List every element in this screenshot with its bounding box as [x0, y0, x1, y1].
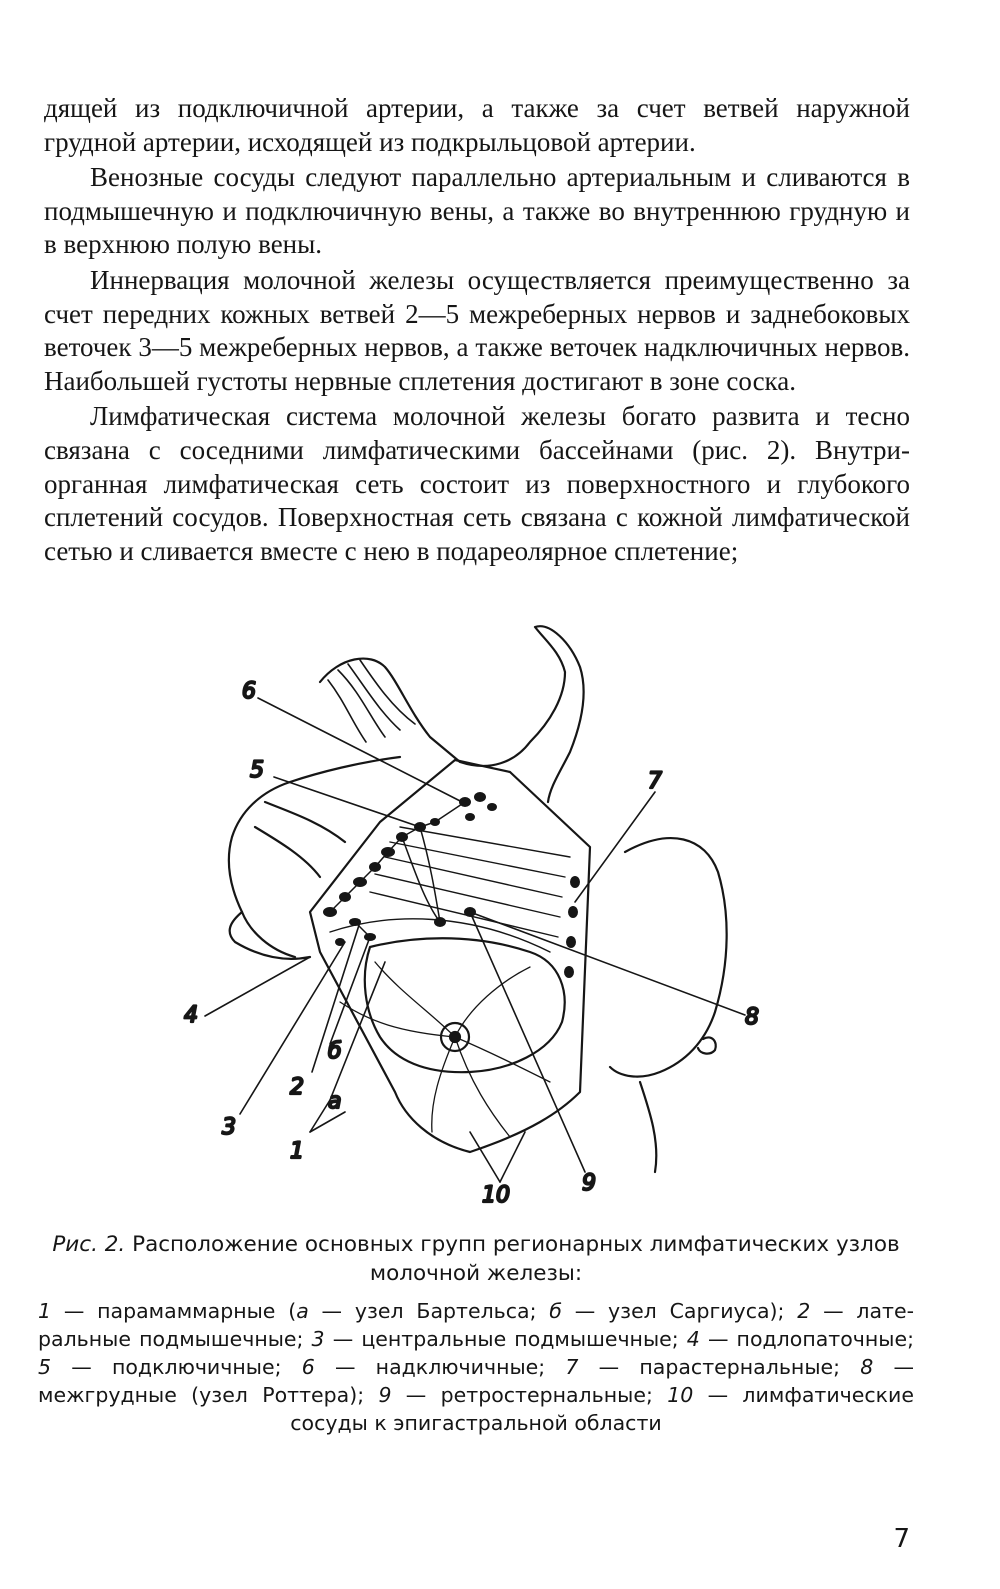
leader-7 — [575, 792, 655, 902]
paragraph-1: дящей из подключичной артерии, а также за счет ветвей наружной грудной артерии, исходящей из подкрыльцовой артерии. — [44, 93, 910, 157]
hair-strands — [328, 660, 415, 742]
legend-num-b: б — [549, 1299, 562, 1323]
legend-num-5: 5 — [38, 1355, 52, 1379]
legend-text-1: — парамаммарные ( — [51, 1299, 297, 1323]
legend-num-1: 1 — [38, 1299, 52, 1323]
legend-num-a: а — [296, 1299, 309, 1323]
legend-num-6: 6 — [301, 1355, 315, 1379]
label-5: 5 — [250, 758, 264, 783]
label-6: 6 — [242, 679, 256, 704]
paragraph-4: Лимфатическая система молочной железы богато развита и тесно связана с соседними лимфатическими бассейнами (рис. 2). Внутриорганная лимфатическая сеть состоит из поверхностного и глубокого сплетений сосудов. Поверхностная сеть связана с кожной лимфатической сетью и сливается вместе с нею в подареолярное сплетение; — [44, 401, 910, 566]
left-breast-outline — [610, 838, 727, 1076]
head-outline — [320, 626, 584, 802]
label-3: 3 — [222, 1115, 236, 1140]
parasternal-node-chain — [564, 876, 580, 978]
label-1: 1 — [290, 1139, 304, 1164]
legend-num-2: 2 — [797, 1299, 811, 1323]
legend-num-8: 8 — [860, 1355, 874, 1379]
label-4: 4 — [184, 1003, 198, 1028]
legend-text-3: — центральные подмышечные; — [324, 1327, 687, 1351]
body-text — [44, 92, 910, 570]
leader-8 — [470, 912, 745, 1015]
legend-text-7: — парастернальные; — [578, 1355, 861, 1379]
legend-text-a: — узел Бартельса; — [308, 1299, 550, 1323]
label-a: а — [328, 1089, 342, 1114]
legend-text-6: — надключичные; — [314, 1355, 566, 1379]
label-9: 9 — [582, 1171, 596, 1196]
legend-num-7: 7 — [565, 1355, 579, 1379]
label-10: 10 — [482, 1183, 510, 1208]
leader-1b — [310, 1112, 345, 1132]
label-8: 8 — [745, 1005, 759, 1030]
legend-text-b: — узел Саргиуса); — [561, 1299, 798, 1323]
legend-text-4: — подлопаточные; — [699, 1327, 914, 1351]
legend-num-9: 9 — [378, 1383, 392, 1407]
legend-text-10: — лимфатические сосуды к эпигастральной области — [290, 1383, 914, 1435]
caption-title — [40, 1230, 912, 1288]
label-2: 2 — [290, 1075, 304, 1100]
dissection-window — [310, 760, 590, 1152]
legend-text-5: — подключичные; — [51, 1355, 302, 1379]
paragraph-2: Венозные сосуды следуют параллельно артериальным и сливаются в подмышечную и подключичную вены, а также во внутреннюю грудную и в верхнюю полую вены. — [44, 162, 910, 260]
right-breast-tissue — [365, 938, 565, 1072]
legend-text-8: — межгрудные (узел Роттера); — [38, 1355, 914, 1407]
left-torso-edge — [640, 1082, 656, 1172]
retracted-skin-flap — [230, 802, 345, 959]
legend-text-9: — ретростернальные; — [391, 1383, 668, 1407]
leader-4 — [205, 957, 310, 1016]
node-connecting-vessels — [330, 802, 465, 937]
leader-6 — [258, 698, 468, 805]
legend-num-4: 4 — [686, 1327, 700, 1351]
breast-lymph-nodes-drawing — [170, 612, 810, 1212]
leader-10a — [470, 1132, 500, 1182]
page-number: 7 — [893, 1524, 910, 1554]
leader-5 — [274, 777, 420, 827]
legend-text-2: — латеральные подмышечные; — [38, 1299, 914, 1351]
anatomical-illustration — [170, 612, 810, 1212]
figure-legend — [38, 1297, 914, 1437]
paragraph-3: Иннервация молочной железы осуществляется преимущественно за счет передних кожных ветвей 2—5 межреберных нервов и заднебоковых веточек 3—5 межреберных нервов, а также веточек надключичных нервов. Наибольшей густоты нервные сплетения достигают в зоне соска. — [44, 264, 910, 396]
figure-caption — [40, 1230, 912, 1288]
supraclavicular-node-cluster — [459, 792, 497, 821]
caption-figure-label: Рис. 2. — [52, 1232, 126, 1257]
caption-title-text: Расположение основных групп регионарных лимфатических узлов молочной железы: — [125, 1232, 900, 1286]
label-b: б — [328, 1039, 342, 1064]
legend-num-10: 10 — [667, 1383, 694, 1407]
label-7: 7 — [648, 769, 662, 794]
legend-num-3: 3 — [311, 1327, 325, 1351]
